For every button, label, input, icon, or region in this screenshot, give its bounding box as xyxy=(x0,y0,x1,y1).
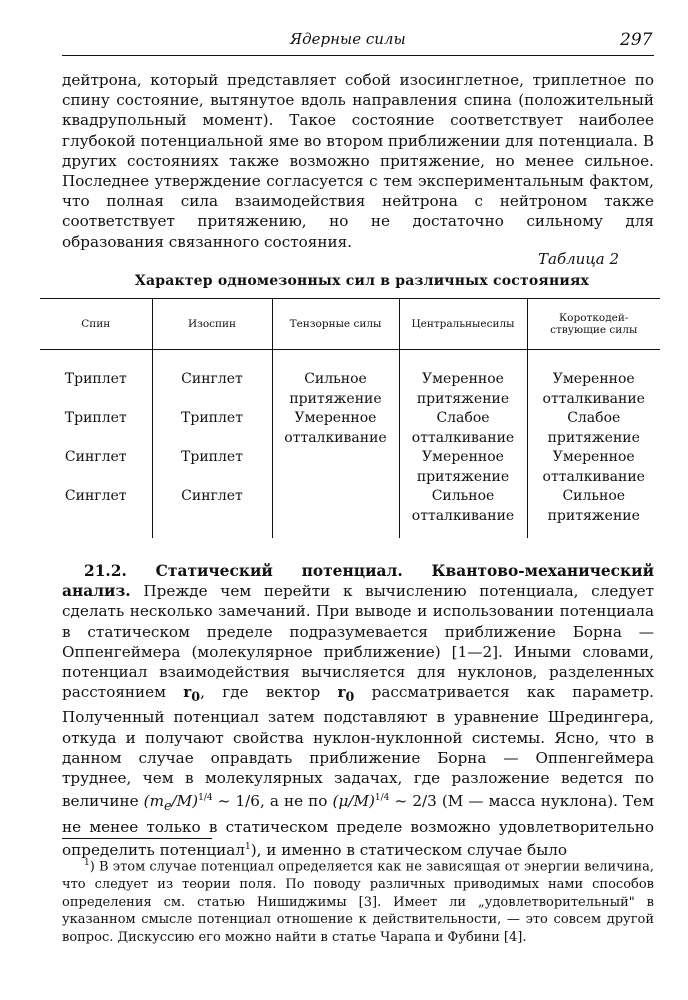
header-tensor: Тензорные силы xyxy=(272,299,399,350)
cell-tensor xyxy=(272,448,399,487)
intro-paragraph: дейтрона, который представляет собой изосинглетное, триплетное по спину состояние, вытянутое вдоль направления спина (положительный квадрупольный момент). Такое состояние соответствует наиболее глубокой потенциальной яме во втором приближении для потенциала. В других состояниях также возможно притяжение, но менее сильное. Последнее утверждение согласуется с тем экспериментальным фактом, что полная сила взаимодействия нейтрона с нейтроном также соответствует притяжению, но не достаточно сильному для образования связанного состояния. xyxy=(62,71,654,251)
page-number: 297 xyxy=(620,30,653,50)
cell-isospin: Триплет xyxy=(152,409,272,448)
cell-central: Сильное отталкивание xyxy=(399,487,527,538)
cell-spin: Триплет xyxy=(64,371,127,387)
section-heading: 21.2. Статический потенциал. Квантово-механический анализ. xyxy=(62,562,654,601)
forces-table xyxy=(40,298,660,538)
cell-short-range: Сильное притяжение xyxy=(527,487,660,538)
footnote: $^1$) В этом случае потенциал определяется как не зависящая от энергии величина, что следует из теории поля. По поводу различных приводимых нами способов определения см. статью Нишиджимы [3]. Имеет ли „удовлетворительный" в указанном смысле потенциал отношение к действительности, — это совсем другой вопрос. Дискуссию его можно найти в статье Чарапа и Фубини [4]. xyxy=(62,858,654,946)
table-row xyxy=(40,487,660,538)
cell-central: Умеренное притяжение xyxy=(399,448,527,487)
cell-isospin: Триплет xyxy=(152,448,272,487)
cell-short-range: Умеренное отталкивание xyxy=(527,448,660,487)
section-21-2 xyxy=(62,561,654,860)
cell-tensor xyxy=(272,487,399,538)
cell-tensor: Умеренное отталкивание xyxy=(272,409,399,448)
running-title: Ядерные силы xyxy=(290,30,406,48)
footnote-ref: 1 xyxy=(244,841,251,852)
header-isospin: Изоспин xyxy=(152,299,272,350)
header-spin: Спин xyxy=(40,299,152,350)
cell-central: Слабое отталкивание xyxy=(399,409,527,448)
cell-spin: Синглет xyxy=(64,488,127,504)
cell-short-range: Умеренное отталкивание xyxy=(527,350,660,410)
header-central: Центральныесилы xyxy=(399,299,527,350)
cell-short-range: Слабое притяжение xyxy=(527,409,660,448)
table-row xyxy=(40,448,660,487)
table-label: Таблица 2 xyxy=(538,250,620,268)
cell-central: Умеренное притяжение xyxy=(399,350,527,410)
table-caption: Характер одномезонных сил в различных состояниях xyxy=(134,273,590,289)
table-header-row xyxy=(40,299,660,350)
table-row xyxy=(40,350,660,410)
table-row xyxy=(40,409,660,448)
footnote-rule xyxy=(62,838,212,839)
cell-spin: Синглет xyxy=(64,449,127,465)
header-short-range: Короткодей-ствующие силы xyxy=(527,299,660,350)
cell-isospin: Синглет xyxy=(152,487,272,538)
cell-tensor: Сильное притяжение xyxy=(272,350,399,410)
cell-isospin: Синглет xyxy=(152,350,272,410)
header-rule xyxy=(62,55,654,56)
cell-spin: Триплет xyxy=(64,410,127,426)
section-paragraph: 21.2. Статический потенциал. Квантово-механический анализ. Прежде чем перейти к вычислению потенциала, следует сделать несколько замечаний. При выводе и использовании потенциала в статическом пределе подразумевается приближение Борна — Оппенгеймера (молекулярное приближение) [1—2]. Иными словами, потенциал взаимодействия вычисляется для нуклонов, разделенных расстоянием $r_0$, где вектор $r_0$ рассматривается как параметр. Полученный потенциал затем подставляют в уравнение Шредингера, откуда и получают свойства нуклон-нуклонной системы. Ясно, что в данном случае оправдать приближение Борна — Оппенгеймера труднее, чем в молекулярных задачах, где разложение ведется по величине $(m_e/M)^{1/4}$ ~ 1/6, а не по $(\mu/M)^{1/4}$ ~ 2/3 (M — масса нуклона). Тем не менее только в статическом пределе возможно удовлетворительно определить потенциал$^1$), и именно в статическом случае было xyxy=(62,562,655,859)
